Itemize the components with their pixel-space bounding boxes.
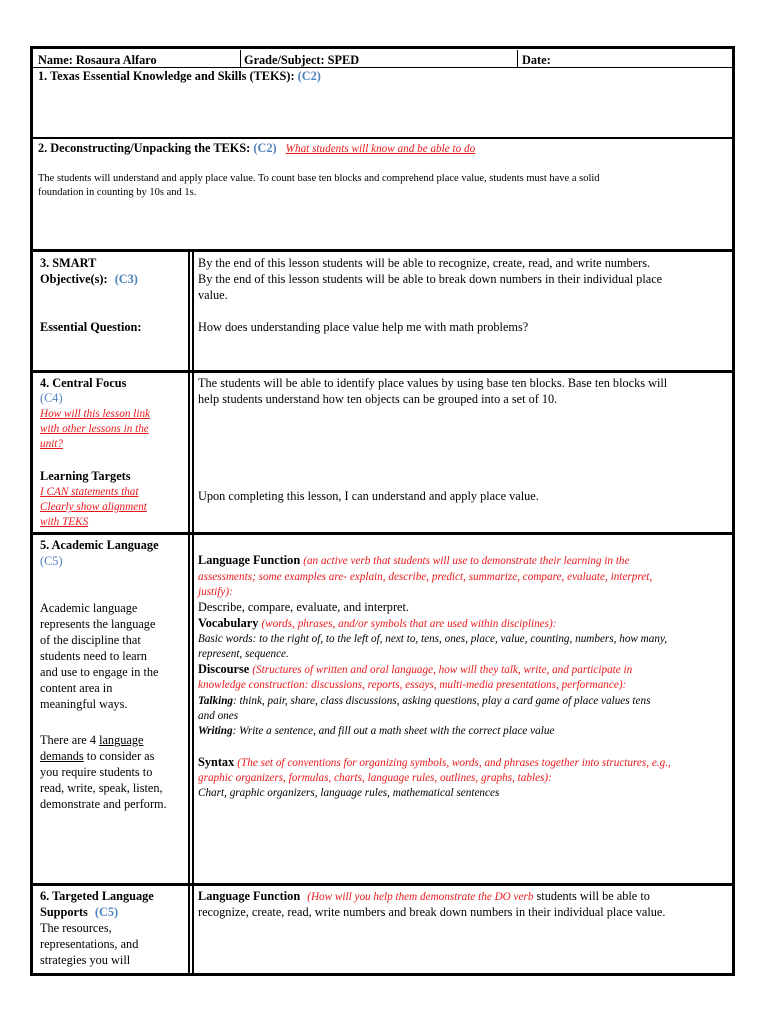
talking-text: and ones — [198, 710, 239, 722]
central-focus-heading: 4. Central Focus — [40, 376, 127, 390]
vocabulary-line: Vocabulary (words, phrases, and/or symbols that are used within disciplines): — [198, 616, 557, 630]
vocabulary-text: represent, sequence. — [198, 648, 289, 660]
vocabulary-text: Basic words: to the right of, to the left of, next to, tens, ones, place, value, counting, numbers, how many, — [198, 633, 668, 645]
learning-targets-hint: with TEKS — [40, 516, 89, 528]
targeted-language-heading: 6. Targeted Language — [40, 889, 154, 903]
discourse-hint: knowledge construction: discussions, reports, essays, multi-media presentations, performance): — [198, 679, 627, 691]
learning-targets-hint: I CAN statements that — [40, 486, 139, 498]
divider — [33, 67, 732, 68]
academic-language-desc: students need to learn — [40, 649, 147, 663]
divider — [33, 370, 732, 373]
grade-subject-field: Grade/Subject: SPED — [244, 53, 360, 67]
academic-language-desc: and use to engage in the — [40, 665, 159, 679]
deconstructing-body-line2: foundation in counting by 10s and 1s. — [38, 187, 197, 198]
targeted-language-function-line: Language Function (How will you help them demonstrate the DO verb students will be able to — [198, 889, 650, 903]
central-focus-hint: unit? — [40, 438, 63, 450]
teks-heading: 1. Texas Essential Knowledge and Skills (TEKS): (C2) — [38, 69, 321, 83]
smart-heading-line2: Objective(s): (C3) — [40, 272, 138, 286]
central-focus-code: (C4) — [40, 391, 63, 405]
targeted-language-desc: representations, and — [40, 937, 139, 951]
column-divider — [188, 252, 190, 973]
academic-language-desc: of the discipline that — [40, 633, 141, 647]
discourse-line: Discourse (Structures of written and oral language, how will they talk, write, and participate in — [198, 662, 633, 676]
academic-language-heading: 5. Academic Language — [40, 538, 159, 552]
language-demands-text: There are 4 language — [40, 733, 144, 747]
date-field: Date: — [522, 53, 551, 67]
central-focus-text-line1: The students will be able to identify place values by using base ten blocks. Base ten blocks will — [198, 376, 668, 390]
essential-question-label: Essential Question: — [40, 320, 142, 334]
language-function-hint: justify): — [198, 586, 233, 598]
divider — [517, 50, 518, 68]
name-field: Name: Rosaura Alfaro — [38, 53, 157, 67]
targeted-language-desc: The resources, — [40, 921, 112, 935]
language-function-text: Describe, compare, evaluate, and interpret. — [198, 600, 409, 614]
writing-line: Writing: Write a sentence, and fill out a math sheet with the correct place value — [198, 725, 555, 737]
academic-language-desc: Academic language — [40, 601, 138, 615]
divider — [240, 50, 241, 68]
language-demands-text: read, write, speak, listen, — [40, 781, 163, 795]
central-focus-hint: with other lessons in the — [40, 423, 149, 435]
learning-target-text: Upon completing this lesson, I can understand and apply place value. — [198, 489, 539, 503]
divider — [33, 883, 732, 886]
targeted-language-heading-line2: Supports (C5) — [40, 905, 119, 919]
learning-targets-label: Learning Targets — [40, 469, 131, 483]
academic-language-desc: represents the language — [40, 617, 156, 631]
smart-heading: 3. SMART — [40, 256, 97, 270]
divider — [33, 249, 732, 252]
language-demands-text: you require students to — [40, 765, 153, 779]
divider — [33, 532, 732, 535]
language-demands-text: demands to consider as — [40, 749, 155, 763]
academic-language-code: (C5) — [40, 554, 63, 568]
objective-line1: By the end of this lesson students will be able to recognize, create, read, and write numbers. — [198, 256, 651, 270]
academic-language-desc: content area in — [40, 681, 113, 695]
academic-language-desc: meaningful ways. — [40, 697, 128, 711]
syntax-hint: graphic organizers, formulas, charts, language rules, outlines, graphs, tables): — [198, 772, 552, 784]
language-demands-text: demonstrate and perform. — [40, 797, 167, 811]
targeted-language-desc: strategies you will — [40, 953, 131, 967]
essential-question-text: How does understanding place value help me with math problems? — [198, 320, 529, 334]
objective-line3: value. — [198, 288, 228, 302]
syntax-text: Chart, graphic organizers, language rules, mathematical sentences — [198, 787, 500, 799]
syntax-line: Syntax (The set of conventions for organizing symbols, words, and phrases together into structures, e.g., — [198, 755, 671, 769]
talking-line: Talking: think, pair, share, class discussions, asking questions, play a card game of place values tens — [198, 695, 651, 707]
divider — [33, 137, 732, 139]
language-function-hint: assessments; some examples are- explain, describe, predict, summarize, compare, evaluate, interpret, — [198, 571, 653, 583]
objective-line2: By the end of this lesson students will be able to break down numbers in their individual place — [198, 272, 663, 286]
deconstructing-body-line1: The students will understand and apply place value. To count base ten blocks and comprehend place value, students must have a solid — [38, 173, 600, 184]
language-function-line: Language Function (an active verb that students will use to demonstrate their learning in the — [198, 553, 630, 567]
column-divider — [192, 252, 194, 973]
targeted-language-function-text: recognize, create, read, write numbers and break down numbers in their individual place value. — [198, 905, 666, 919]
learning-targets-hint: Clearly show alignment — [40, 501, 147, 513]
central-focus-text-line2: help students understand how ten objects can be grouped into a set of 10. — [198, 392, 558, 406]
deconstructing-heading: 2. Deconstructing/Unpacking the TEKS: (C2) What students will know and be able to do — [38, 141, 476, 155]
central-focus-hint: How will this lesson link — [40, 408, 151, 420]
